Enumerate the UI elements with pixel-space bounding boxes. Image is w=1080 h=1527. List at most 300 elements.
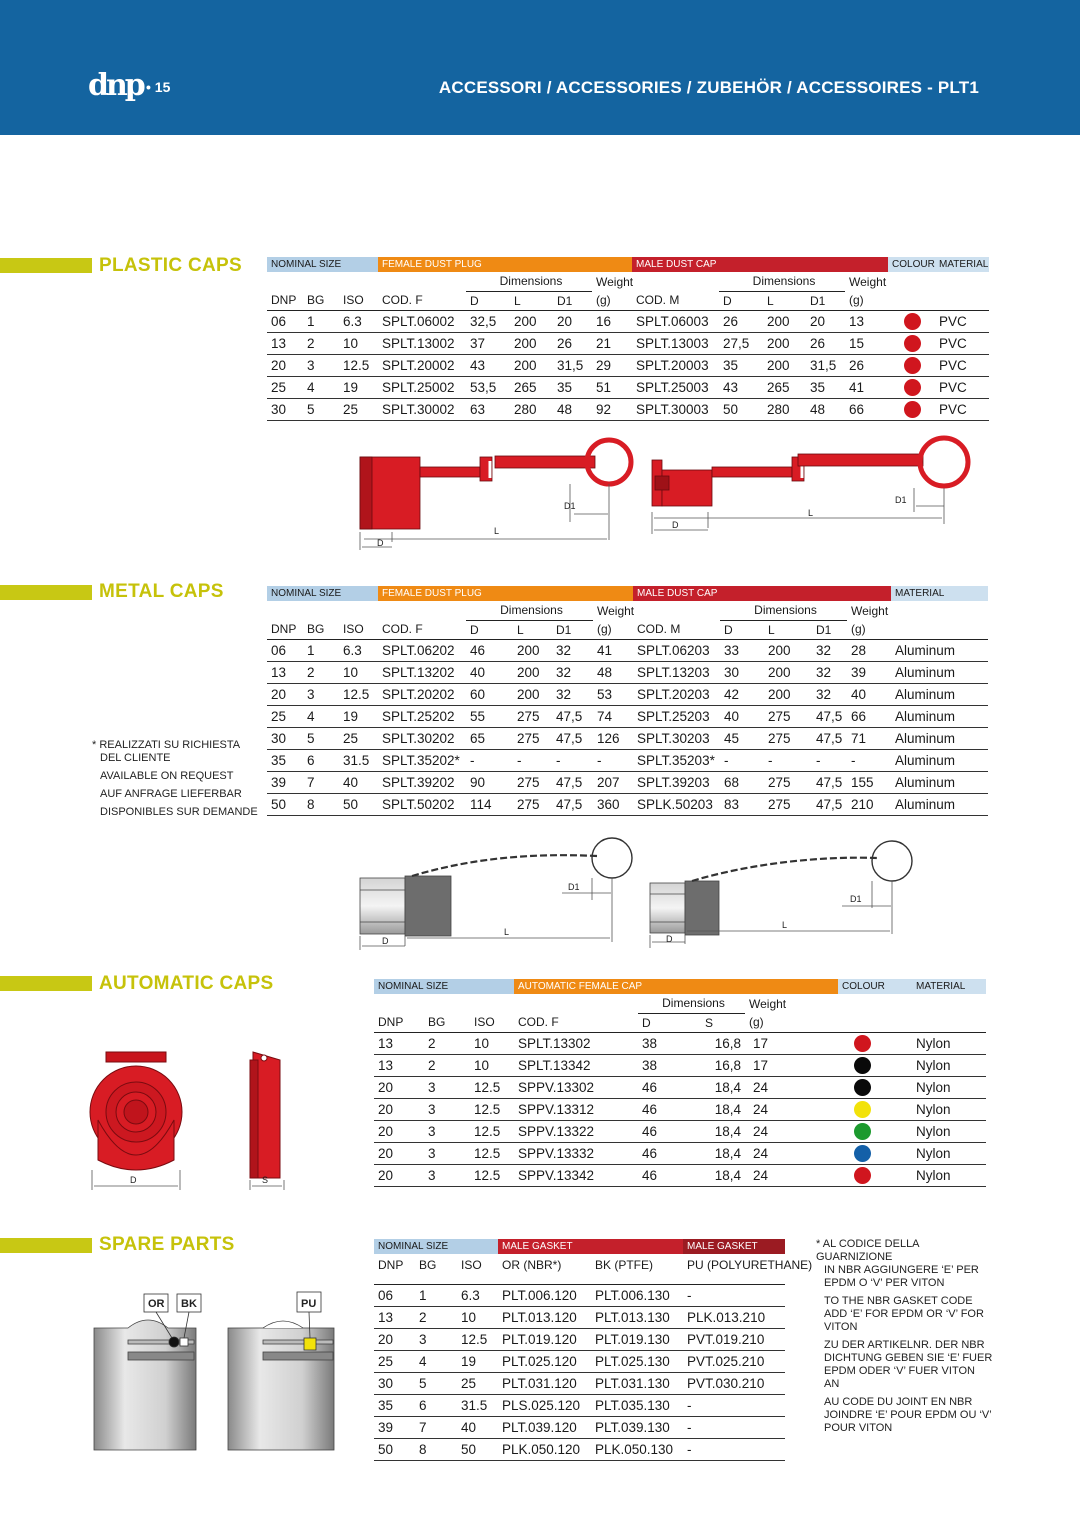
table-row	[374, 1054, 986, 1076]
cell-codm: SPLT.25003	[632, 376, 719, 398]
colour-swatch-red	[854, 1167, 871, 1184]
col-g: (g)	[593, 620, 633, 639]
colour-swatch-blue	[854, 1145, 871, 1162]
cell-s: 18,4	[701, 1098, 745, 1120]
band-female-dust-plug: FEMALE DUST PLUG	[378, 586, 633, 601]
colour-swatch-red	[904, 335, 921, 352]
cell-d: 46	[638, 1098, 701, 1120]
cell-fl: 275	[513, 793, 552, 815]
cell-md1: -	[812, 749, 847, 771]
cell-bg: 3	[424, 1098, 470, 1120]
gasket-label-or: OR	[148, 1298, 165, 1310]
table-row	[267, 398, 989, 420]
cell-dnp: 20	[374, 1076, 424, 1098]
table-row	[267, 376, 989, 398]
cell-fl: -	[513, 749, 552, 771]
cell-material: Aluminum	[891, 661, 988, 683]
dim-label-s: S	[262, 1175, 269, 1185]
cell-iso: 40	[457, 1416, 498, 1438]
dim-label-d1: D1	[564, 501, 576, 511]
cell-or: PLT.031.120	[498, 1372, 591, 1394]
cell-ml: -	[764, 749, 812, 771]
cell-iso: 12.5	[470, 1164, 514, 1186]
cell-md1: 32	[812, 661, 847, 683]
col-g: (g)	[745, 1013, 838, 1032]
dim-label-d: D	[672, 520, 679, 530]
footnote-line: DICHTUNG GEBEN SIE ‘E’ FUER	[824, 1352, 993, 1364]
cell-fd: 90	[466, 771, 513, 793]
cell-d: 46	[638, 1142, 701, 1164]
cell-fw: 74	[593, 705, 633, 727]
cell-codf: SPLT.20202	[378, 683, 466, 705]
footnote-line: VITON	[824, 1321, 858, 1333]
cell-ml: 200	[764, 661, 812, 683]
cell-mw: -	[847, 749, 891, 771]
cell-dnp: 13	[374, 1032, 424, 1054]
group-dimensions: Dimensions	[719, 272, 845, 291]
cell-bg: 1	[303, 310, 339, 332]
band-male-gasket: MALE GASKET	[498, 1239, 683, 1254]
cell-fl: 280	[510, 398, 553, 420]
cell-dnp: 50	[267, 793, 303, 815]
cell-md1: 20	[806, 310, 845, 332]
col-s: S	[701, 1013, 745, 1032]
cell-fd: 60	[466, 683, 513, 705]
dim-label-l: L	[808, 508, 814, 518]
table-row	[267, 354, 989, 376]
cell-bk: PLT.019.130	[591, 1328, 683, 1350]
cell-bg: 2	[424, 1032, 470, 1054]
colour-swatch-red	[904, 357, 921, 374]
cell-codf: SPPV.13312	[514, 1098, 638, 1120]
cell-fl: 200	[510, 354, 553, 376]
cell-iso: 10	[470, 1032, 514, 1054]
band-male-dust-cap: MALE DUST CAP	[633, 586, 891, 601]
cell-codf: SPLT.50202	[378, 793, 466, 815]
col-d1: D1	[552, 620, 593, 639]
cell-md1: 35	[806, 376, 845, 398]
gasket-label-pu: PU	[301, 1298, 317, 1310]
cell-iso: 50	[339, 793, 378, 815]
col-d1: D1	[806, 291, 845, 310]
section-title-plastic: PLASTIC CAPS	[99, 255, 242, 276]
table-row	[374, 1032, 986, 1054]
cell-fd: 65	[466, 727, 513, 749]
band-nominal-size: NOMINAL SIZE	[374, 979, 514, 994]
footnote-line: AVAILABLE ON REQUEST	[100, 770, 234, 782]
cell-fl: 275	[513, 705, 552, 727]
cell-ml: 275	[764, 705, 812, 727]
col-bg: BG	[424, 1013, 470, 1032]
cell-iso: 10	[339, 332, 378, 354]
colour-swatch-yellow	[854, 1101, 871, 1118]
cell-w: 24	[745, 1098, 838, 1120]
footnote-line: AUF ANFRAGE LIEFERBAR	[100, 788, 242, 800]
section-bar-plastic	[0, 258, 92, 273]
cell-codf: SPLT.39202	[378, 771, 466, 793]
section-bar-automatic	[0, 976, 92, 991]
col-d1: D1	[553, 291, 592, 310]
cell-fw: 92	[592, 398, 632, 420]
cell-codf: SPLT.25202	[378, 705, 466, 727]
cell-fw: 360	[593, 793, 633, 815]
cell-md: 33	[720, 639, 764, 661]
cell-iso: 19	[457, 1350, 498, 1372]
cell-md: 50	[719, 398, 763, 420]
cell-or: PLT.019.120	[498, 1328, 591, 1350]
cell-pu: PLK.013.210	[683, 1306, 785, 1328]
cell-iso: 12.5	[339, 354, 378, 376]
cell-s: 18,4	[701, 1142, 745, 1164]
cell-mw: 15	[845, 332, 888, 354]
cell-material: Nylon	[912, 1164, 986, 1186]
dim-label-d1: D1	[895, 495, 907, 505]
cell-ml: 265	[763, 376, 806, 398]
footnote-line: * REALIZZATI SU RICHIESTA	[92, 739, 241, 751]
cell-bg: 3	[424, 1164, 470, 1186]
cell-dnp: 20	[374, 1142, 424, 1164]
cell-bg: 1	[415, 1284, 457, 1306]
table-row	[267, 310, 989, 332]
cell-codf: SPLT.20002	[378, 354, 466, 376]
cell-iso: 10	[339, 661, 378, 683]
group-weight: Weight	[596, 274, 634, 289]
cell-dnp: 13	[267, 661, 303, 683]
cell-md1: 31,5	[806, 354, 845, 376]
cell-bg: 7	[415, 1416, 457, 1438]
cell-codf: SPLT.25002	[378, 376, 466, 398]
cell-fd: 37	[466, 332, 510, 354]
cell-iso: 10	[470, 1054, 514, 1076]
table-row	[267, 661, 988, 683]
cell-fd: 43	[466, 354, 510, 376]
footnote-line: IN NBR AGGIUNGERE ‘E’ PER	[824, 1264, 979, 1276]
cell-material: Nylon	[912, 1142, 986, 1164]
col-dnp: DNP	[374, 1013, 424, 1032]
band-nominal-size: NOMINAL SIZE	[267, 586, 378, 601]
plastic-caps-drawing	[352, 432, 992, 557]
brand-logo: dnp	[88, 68, 143, 103]
col-iso: ISO	[457, 1254, 498, 1284]
spare-footnote	[816, 1238, 996, 1440]
cell-codm: SPLT.30203	[633, 727, 720, 749]
colour-cell	[838, 1164, 912, 1186]
cell-bg: 8	[415, 1438, 457, 1460]
cell-bg: 4	[303, 705, 339, 727]
cell-dnp: 30	[374, 1372, 415, 1394]
cell-iso: 40	[339, 771, 378, 793]
colour-swatch-black	[854, 1057, 871, 1074]
cell-material: Aluminum	[891, 727, 988, 749]
cell-fd: 63	[466, 398, 510, 420]
cell-bg: 3	[303, 683, 339, 705]
cell-fl: 200	[510, 310, 553, 332]
cell-bg: 7	[303, 771, 339, 793]
footnote-line: ADD ‘E’ FOR EPDM OR ‘V’ FOR	[824, 1308, 984, 1320]
cell-material: PVC	[935, 376, 989, 398]
cell-bg: 4	[415, 1350, 457, 1372]
band-nominal-size: NOMINAL SIZE	[267, 257, 378, 272]
plastic-caps-table	[267, 257, 989, 421]
cell-dnp: 20	[374, 1328, 415, 1350]
cell-w: 24	[745, 1076, 838, 1098]
automatic-caps-table	[374, 979, 986, 1187]
cell-iso: 25	[457, 1372, 498, 1394]
dim-label-l: L	[494, 526, 500, 536]
cell-fw: 41	[593, 639, 633, 661]
cell-codm: SPLK.50203	[633, 793, 720, 815]
cell-fd1: 26	[553, 332, 592, 354]
col-bg: BG	[303, 291, 339, 310]
cell-ml: 200	[763, 310, 806, 332]
cell-dnp: 35	[267, 749, 303, 771]
col-or: OR (NBR*)	[498, 1254, 591, 1284]
cell-dnp: 39	[267, 771, 303, 793]
col-l: L	[510, 291, 553, 310]
cell-codm: SPLT.06203	[633, 639, 720, 661]
cell-material: PVC	[935, 310, 989, 332]
cell-dnp: 06	[267, 310, 303, 332]
dim-label-d1: D1	[568, 882, 580, 892]
cell-bk: PLT.013.130	[591, 1306, 683, 1328]
dim-label-d: D	[377, 538, 384, 548]
cell-fl: 200	[513, 661, 552, 683]
cell-dnp: 50	[374, 1438, 415, 1460]
gasket-label-bk: BK	[181, 1298, 197, 1310]
cell-fd1: 31,5	[553, 354, 592, 376]
cell-codm: SPLT.13003	[632, 332, 719, 354]
cell-fw: 29	[592, 354, 632, 376]
metal-footnote	[92, 739, 262, 819]
cell-md: 45	[720, 727, 764, 749]
band-colour: COLOUR	[838, 979, 912, 994]
cell-bg: 8	[303, 793, 339, 815]
page-title: ACCESSORI / ACCESSORIES / ZUBEHÖR / ACCESSOIRES - PLT1	[438, 78, 979, 97]
cell-iso: 50	[457, 1438, 498, 1460]
cell-bg: 1	[303, 639, 339, 661]
cell-dnp: 20	[374, 1098, 424, 1120]
cell-fw: 21	[592, 332, 632, 354]
cell-fd1: 47,5	[552, 793, 593, 815]
cell-or: PLT.013.120	[498, 1306, 591, 1328]
colour-cell	[838, 1098, 912, 1120]
table-row	[267, 771, 988, 793]
colour-cell	[838, 1120, 912, 1142]
cell-bk: PLK.050.130	[591, 1438, 683, 1460]
cell-bk: PLT.006.130	[591, 1284, 683, 1306]
table-row	[374, 1438, 785, 1460]
cell-w: 24	[745, 1120, 838, 1142]
cell-fl: 200	[513, 683, 552, 705]
col-l: L	[763, 291, 806, 310]
cell-iso: 31.5	[457, 1394, 498, 1416]
cell-fw: 51	[592, 376, 632, 398]
cell-md1: 32	[812, 639, 847, 661]
cell-md: 35	[719, 354, 763, 376]
cell-codf: SPPV.13342	[514, 1164, 638, 1186]
metal-caps-drawing	[352, 828, 992, 953]
cell-fd1: 47,5	[552, 727, 593, 749]
cell-mw: 41	[845, 376, 888, 398]
dim-label-d: D	[130, 1175, 137, 1185]
cell-fd1: -	[552, 749, 593, 771]
cell-material: Nylon	[912, 1054, 986, 1076]
cell-mw: 26	[845, 354, 888, 376]
cell-mw: 210	[847, 793, 891, 815]
cell-iso: 10	[457, 1306, 498, 1328]
colour-swatch-red	[904, 313, 921, 330]
cell-md: 27,5	[719, 332, 763, 354]
col-l: L	[764, 620, 812, 639]
cell-codm: SPLT.06003	[632, 310, 719, 332]
col-dnp: DNP	[267, 291, 303, 310]
cell-fd: 114	[466, 793, 513, 815]
col-iso: ISO	[339, 291, 378, 310]
cell-md: -	[720, 749, 764, 771]
cell-bg: 2	[303, 332, 339, 354]
cell-bk: PLT.031.130	[591, 1372, 683, 1394]
col-d: D	[719, 291, 763, 310]
col-cod-f: COD. F	[514, 1013, 638, 1032]
cell-dnp: 13	[267, 332, 303, 354]
colour-swatch-red	[854, 1035, 871, 1052]
cell-bg: 5	[303, 398, 339, 420]
colour-cell	[838, 1032, 912, 1054]
footnote-line: EPDM O ‘V’ PER VITON	[824, 1277, 945, 1289]
colour-swatch-green	[854, 1123, 871, 1140]
group-weight: Weight	[749, 996, 787, 1011]
cell-mw: 66	[845, 398, 888, 420]
table-row	[374, 1284, 785, 1306]
cell-bg: 5	[415, 1372, 457, 1394]
cell-md1: 47,5	[812, 771, 847, 793]
dim-label-d: D	[382, 936, 389, 946]
cell-fd: 32,5	[466, 310, 510, 332]
col-g: (g)	[847, 620, 891, 639]
footnote-line: AN	[824, 1378, 840, 1390]
cell-md: 40	[720, 705, 764, 727]
group-dimensions: Dimensions	[638, 994, 745, 1013]
cell-iso: 12.5	[470, 1120, 514, 1142]
cell-fl: 265	[510, 376, 553, 398]
cell-ml: 280	[763, 398, 806, 420]
table-row	[374, 1306, 785, 1328]
cell-ml: 275	[764, 771, 812, 793]
cell-pu: -	[683, 1284, 785, 1306]
cell-fw: 16	[592, 310, 632, 332]
col-pu: PU (POLYURETHANE)	[683, 1254, 785, 1284]
cell-s: 16,8	[701, 1032, 745, 1054]
footnote-line: JOINDRE ‘E’ POUR EPDM OU ‘V’	[824, 1409, 992, 1421]
colour-cell	[888, 376, 935, 398]
cell-w: 17	[745, 1054, 838, 1076]
cell-dnp: 30	[267, 398, 303, 420]
cell-bg: 3	[424, 1142, 470, 1164]
footnote-line: AU CODE DU JOINT EN NBR	[824, 1396, 973, 1408]
colour-cell	[838, 1054, 912, 1076]
cell-fd1: 48	[553, 398, 592, 420]
table-row	[374, 1164, 986, 1186]
cell-md: 42	[720, 683, 764, 705]
table-row	[374, 1098, 986, 1120]
col-g: (g)	[592, 291, 632, 310]
colour-swatch-red	[904, 379, 921, 396]
cell-fd: -	[466, 749, 513, 771]
cell-bg: 5	[303, 727, 339, 749]
cell-codf: SPLT.30202	[378, 727, 466, 749]
cell-md: 30	[720, 661, 764, 683]
cell-dnp: 13	[374, 1306, 415, 1328]
cell-fd: 46	[466, 639, 513, 661]
cell-pu: PVT.025.210	[683, 1350, 785, 1372]
col-dnp: DNP	[267, 620, 303, 639]
cell-codm: SPLT.39203	[633, 771, 720, 793]
dim-label-d: D	[666, 934, 673, 944]
table-row	[267, 749, 988, 771]
cell-or: PLS.025.120	[498, 1394, 591, 1416]
group-weight: Weight	[851, 603, 889, 618]
section-title-spare: SPARE PARTS	[99, 1234, 235, 1255]
section-title-automatic: AUTOMATIC CAPS	[99, 973, 274, 994]
cell-fd1: 47,5	[552, 705, 593, 727]
cell-material: Aluminum	[891, 705, 988, 727]
col-iso: ISO	[339, 620, 378, 639]
cell-d: 46	[638, 1120, 701, 1142]
cell-iso: 12.5	[470, 1098, 514, 1120]
footnote-line: DISPONIBLES SUR DEMANDE	[100, 806, 258, 818]
cell-fw: -	[593, 749, 633, 771]
cell-codm: SPLT.35203*	[633, 749, 720, 771]
band-colour: COLOUR	[888, 257, 935, 272]
col-bk: BK (PTFE)	[591, 1254, 683, 1284]
cell-dnp: 06	[267, 639, 303, 661]
cell-iso: 19	[339, 376, 378, 398]
col-g: (g)	[845, 291, 888, 310]
cell-ml: 275	[764, 727, 812, 749]
cell-codf: SPLT.30002	[378, 398, 466, 420]
colour-cell	[888, 310, 935, 332]
cell-s: 18,4	[701, 1076, 745, 1098]
cell-dnp: 20	[374, 1120, 424, 1142]
footnote-line: POUR VITON	[824, 1422, 893, 1434]
cell-iso: 12.5	[470, 1142, 514, 1164]
footnote-line: DEL CLIENTE	[100, 752, 171, 764]
band-material: MATERIAL	[891, 586, 988, 601]
cell-bg: 6	[303, 749, 339, 771]
colour-cell	[888, 398, 935, 420]
cell-iso: 25	[339, 727, 378, 749]
section-title-metal: METAL CAPS	[99, 581, 224, 602]
cell-material: PVC	[935, 332, 989, 354]
cell-fw: 126	[593, 727, 633, 749]
cell-fw: 48	[593, 661, 633, 683]
col-bg: BG	[415, 1254, 457, 1284]
col-d: D	[638, 1013, 701, 1032]
colour-cell	[838, 1076, 912, 1098]
cell-fd: 40	[466, 661, 513, 683]
band-material: MATERIAL	[912, 979, 986, 994]
cell-or: PLT.006.120	[498, 1284, 591, 1306]
cell-pu: -	[683, 1438, 785, 1460]
col-cod-m: COD. M	[632, 291, 719, 310]
colour-cell	[888, 354, 935, 376]
cell-d: 38	[638, 1054, 701, 1076]
cell-fd1: 47,5	[552, 771, 593, 793]
cell-codf: SPPV.13302	[514, 1076, 638, 1098]
cell-w: 24	[745, 1142, 838, 1164]
group-weight: Weight	[597, 603, 635, 618]
cell-iso: 6.3	[457, 1284, 498, 1306]
